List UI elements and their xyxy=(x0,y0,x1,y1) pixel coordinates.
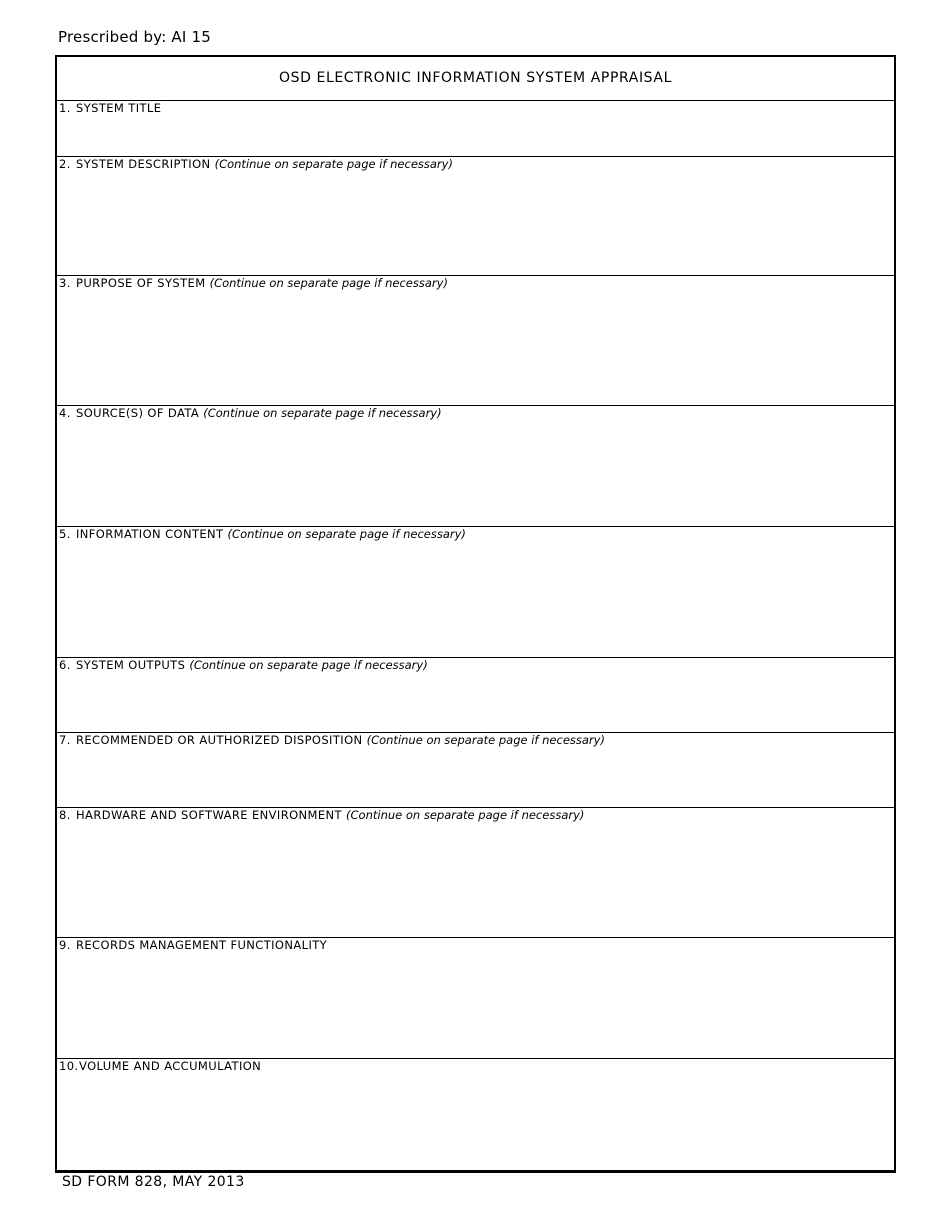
field-number: 10. xyxy=(59,1059,79,1073)
system-title-input[interactable] xyxy=(59,119,892,154)
field-number: 9. xyxy=(59,938,71,952)
field-system-description xyxy=(57,157,894,276)
field-label xyxy=(59,101,161,115)
field-label-text: RECOMMENDED OR AUTHORIZED DISPOSITION xyxy=(76,733,363,747)
field-label-text: PURPOSE OF SYSTEM xyxy=(76,276,206,290)
field-label-text: VOLUME AND ACCUMULATION xyxy=(79,1059,262,1073)
field-disposition xyxy=(57,733,894,808)
field-system-title xyxy=(57,101,894,157)
field-label xyxy=(59,938,327,952)
field-number: 8. xyxy=(59,808,71,822)
field-label xyxy=(59,157,453,171)
field-note: (Continue on separate page if necessary) xyxy=(214,157,453,171)
field-number: 7. xyxy=(59,733,71,747)
field-number: 3. xyxy=(59,276,71,290)
field-note: (Continue on separate page if necessary) xyxy=(346,808,585,822)
disposition-input[interactable] xyxy=(59,751,892,805)
system-outputs-input[interactable] xyxy=(59,676,892,730)
form-footer-id: SD FORM 828, MAY 2013 xyxy=(62,1174,245,1190)
field-purpose-of-system xyxy=(57,276,894,406)
field-label xyxy=(59,276,448,290)
field-system-outputs xyxy=(57,658,894,733)
field-label xyxy=(59,658,428,672)
appraisal-form xyxy=(55,55,896,1173)
hardware-software-input[interactable] xyxy=(59,826,892,935)
field-label xyxy=(59,406,442,420)
field-hardware-software xyxy=(57,808,894,938)
information-content-input[interactable] xyxy=(59,545,892,655)
sources-of-data-input[interactable] xyxy=(59,424,892,524)
field-information-content xyxy=(57,527,894,658)
prescribed-by: Prescribed by: AI 15 xyxy=(58,28,211,46)
field-records-management xyxy=(57,938,894,1059)
field-volume-accumulation xyxy=(57,1059,894,1170)
field-number: 5. xyxy=(59,527,71,541)
field-label-text: INFORMATION CONTENT xyxy=(76,527,224,541)
field-label-text: SOURCE(S) OF DATA xyxy=(76,406,200,420)
field-sources-of-data xyxy=(57,406,894,527)
field-label xyxy=(59,808,584,822)
field-label-text: SYSTEM OUTPUTS xyxy=(76,658,186,672)
field-number: 2. xyxy=(59,157,71,171)
field-note: (Continue on separate page if necessary) xyxy=(366,733,605,747)
field-label-text: RECORDS MANAGEMENT FUNCTIONALITY xyxy=(76,938,328,952)
field-label xyxy=(59,527,466,541)
field-label xyxy=(59,733,605,747)
field-note: (Continue on separate page if necessary) xyxy=(209,276,448,290)
field-number: 6. xyxy=(59,658,71,672)
field-label-text: SYSTEM TITLE xyxy=(76,101,162,115)
field-label xyxy=(59,1059,261,1073)
volume-accumulation-input[interactable] xyxy=(59,1077,892,1168)
field-number: 4. xyxy=(59,406,71,420)
records-management-input[interactable] xyxy=(59,956,892,1056)
field-note: (Continue on separate page if necessary) xyxy=(227,527,466,541)
system-description-input[interactable] xyxy=(59,175,892,273)
field-number: 1. xyxy=(59,101,71,115)
field-note: (Continue on separate page if necessary) xyxy=(203,406,442,420)
form-title: OSD ELECTRONIC INFORMATION SYSTEM APPRAISAL xyxy=(57,57,894,101)
field-label-text: HARDWARE AND SOFTWARE ENVIRONMENT xyxy=(76,808,342,822)
field-label-text: SYSTEM DESCRIPTION xyxy=(76,157,211,171)
field-note: (Continue on separate page if necessary) xyxy=(189,658,428,672)
purpose-of-system-input[interactable] xyxy=(59,294,892,403)
